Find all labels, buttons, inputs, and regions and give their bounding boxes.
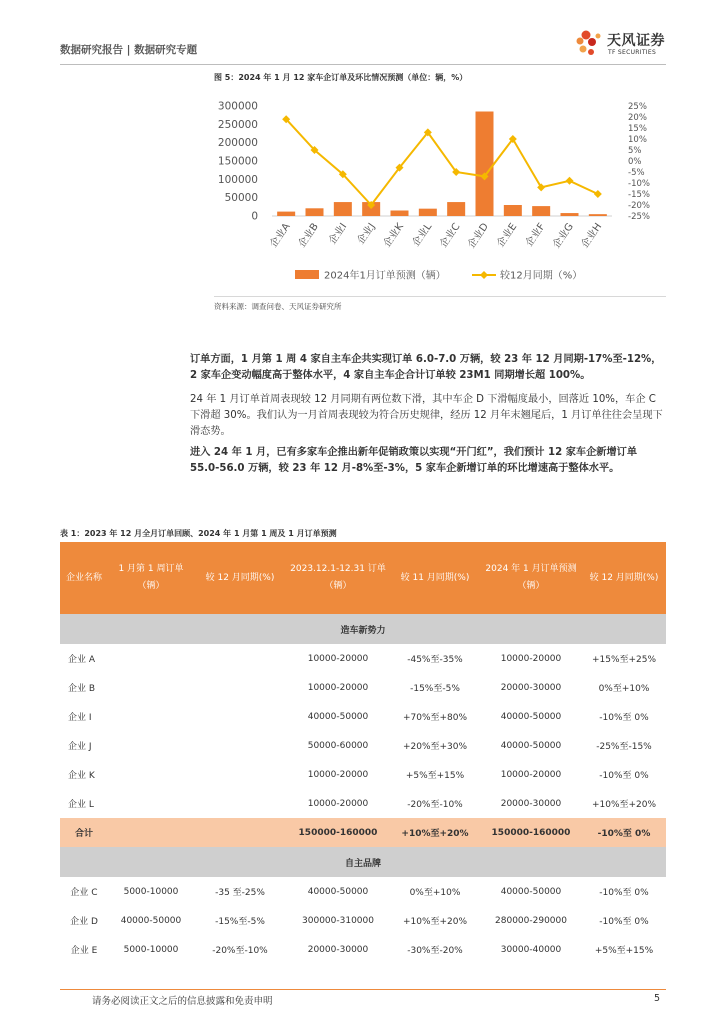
value-cell: 5000-10000 [123,886,179,897]
value-cell [108,760,194,789]
right-tick-label: -25% [628,212,650,222]
value-cell: 0%至+10% [409,888,461,898]
group-row-domestic-brands [60,847,666,877]
table-row [60,760,666,789]
value-cell: -10%至 0% [599,713,649,723]
figure-source: 资料来源：调查问卷、天风证券研究所 [214,302,342,311]
bar [476,112,494,217]
value-cell: -15%至-5% [215,917,265,927]
value-cell: +20%至+30% [402,742,468,752]
paragraph-first-week: 24 年 1 月订单首周表现较 12 月同期有两位数下滑，其中车企 D 下滑幅度最小，回落近 10%，车企 C 下滑超 30%。我们认为一月首周表现较为符合历史规律，经历 12 月年末翘尾后，1 月订单往往会呈现下滑态势。 [190,394,663,437]
category-label: 企业I [327,221,350,247]
group-label: 造车新势力 [60,614,666,644]
figure-divider [214,296,666,297]
value-cell: 10000-20000 [307,682,369,693]
value-cell [108,644,194,673]
value-cell: +5%至+15% [594,946,654,956]
line-point [566,177,574,185]
value-cell: -10%至 0% [599,888,649,898]
bar [561,213,579,216]
legend-line-label: 较12月同期（%） [500,270,583,282]
category-label: 企业H [579,221,605,251]
legend-line-marker [480,271,488,279]
category-label: 企业L [410,221,435,249]
category-label: 企业E [495,221,520,250]
value-cell: 5000-10000 [123,944,179,955]
value-cell: 10000-20000 [500,653,562,664]
header-dec-orders: 2023.12.1-12.31 订单（辆） [286,542,390,614]
bar [277,212,295,216]
table-row [60,673,666,702]
table-row [60,731,666,760]
group-row-new-forces [60,614,666,644]
legend-bar-label: 2024年1月订单预测（辆） [324,270,446,282]
left-tick-label: 50000 [224,192,258,205]
value-cell [194,644,286,673]
right-tick-label: -10% [628,179,650,189]
category-label: 企业J [355,221,378,247]
category-label: 企业B [296,221,321,250]
value-cell: 300000-310000 [302,915,374,926]
value-cell: -15%至-5% [410,684,460,694]
value-cell [194,818,286,847]
series-line [286,119,598,205]
header-week1-change: 较 12 月同期(%) [194,542,286,614]
category-label: 企业F [523,221,548,249]
line-point [594,190,602,198]
value-cell: -30%至-20% [407,946,463,956]
value-cell [108,731,194,760]
paragraph-january-forecast: 进入 24 年 1 月，已有多家车企推出新年促销政策以实现“开门红”，我们预计 12 家车企新增订单 55.0-56.0 万辆，较 23 年 12 月-8%至-3%，5 家车企新增订单的环比增速高于整体水平。 [190,447,638,474]
value-cell: -10%至 0% [599,771,649,781]
value-cell: +5%至+15% [405,771,465,781]
value-cell: 40000-50000 [307,886,369,897]
value-cell: -20%至-10% [212,946,268,956]
value-cell: 40000-50000 [500,886,562,897]
page-number: 5 [654,993,661,1004]
value-cell: +10%至+20% [591,800,657,810]
bar [334,202,352,216]
table-row [60,906,666,935]
value-cell: -10%至 0% [582,818,666,847]
value-cell: 10000-20000 [307,769,369,780]
category-label: 企业C [438,221,463,250]
value-cell [194,789,286,818]
value-cell: +10%至+20% [390,818,480,847]
total-row [60,818,666,847]
value-cell: 20000-30000 [500,798,562,809]
value-cell: 40000-50000 [307,711,369,722]
bar [504,205,522,216]
value-cell: +70%至+80% [402,713,468,723]
value-cell: +10%至+20% [402,917,468,927]
left-tick-label: 0 [251,210,258,223]
company-cell: 企业 C [70,888,98,898]
disclaimer-text: 请务必阅读正文之后的信息披露和免责申明 [92,996,273,1007]
value-cell: -20%至-10% [407,800,463,810]
value-cell: 40000-50000 [500,740,562,751]
value-cell [194,702,286,731]
company-cell: 企业 D [70,917,98,927]
company-cell: 企业 L [68,800,94,810]
value-cell [108,789,194,818]
bar [589,214,607,216]
value-cell [108,818,194,847]
right-tick-label: 20% [628,113,647,123]
table-header-row [60,542,666,614]
table-row [60,877,666,906]
value-cell: 10000-20000 [500,769,562,780]
left-tick-label: 100000 [217,173,258,186]
header-dec-change: 较 11 月同期(%) [390,542,480,614]
table-title: 表 1：2023 年 12 月全月订单回顾、2024 年 1 月第 1 周及 1 月订单预测 [60,529,337,538]
bar [532,206,550,216]
logo-subtext: TF SECURITIES [608,49,657,56]
table-row [60,644,666,673]
category-label: 企业D [466,221,491,251]
value-cell: +15%至+25% [591,655,657,665]
company-cell: 企业 A [68,655,96,665]
header-week1-orders: 1 月第 1 周订单（辆） [108,542,194,614]
value-cell: 40000-50000 [500,711,562,722]
header-company: 企业名称 [60,542,108,614]
value-cell: 40000-50000 [120,915,182,926]
table-row [60,789,666,818]
report-category: 数据研究报告 | 数据研究专题 [60,44,198,56]
company-cell: 企业 I [68,713,92,723]
orders-table [60,542,666,964]
value-cell: 150000-160000 [480,818,582,847]
table-row [60,702,666,731]
company-cell: 合计 [60,818,108,847]
category-label: 企业G [551,221,576,251]
bar [391,211,409,217]
value-cell: 10000-20000 [307,798,369,809]
left-tick-label: 250000 [217,118,258,131]
bar [306,208,324,216]
value-cell: -25%至-15% [596,742,652,752]
line-point [537,183,545,191]
paragraph-orders-summary: 订单方面，1 月第 1 周 4 家自主车企共实现订单 6.0-7.0 万辆，较 23 年 12 月同期-17%至-12%，2 家车企变动幅度高于整体水平，4 家自主车企合计订单较 23M1 同期增长超 100%。 [190,354,662,381]
left-tick-label: 150000 [217,155,258,168]
header-jan-forecast: 2024 年 1 月订单预测（辆） [480,542,582,614]
orders-combo-chart [200,92,670,292]
value-cell: -10%至 0% [599,917,649,927]
value-cell [194,760,286,789]
value-cell: 10000-20000 [307,653,369,664]
right-tick-label: 5% [628,146,642,156]
value-cell: 50000-60000 [307,740,369,751]
value-cell: -45%至-35% [407,655,463,665]
value-cell [194,731,286,760]
left-tick-label: 200000 [217,137,258,150]
right-tick-label: -20% [628,201,650,211]
group-label: 自主品牌 [60,847,666,877]
left-tick-label: 300000 [217,100,258,113]
right-tick-label: 10% [628,135,647,145]
company-cell: 企业 E [70,946,98,956]
value-cell: 30000-40000 [500,944,562,955]
right-tick-label: 0% [628,157,642,167]
logo-text: 天风证券 [607,33,665,49]
value-cell: 20000-30000 [307,944,369,955]
company-cell: 企业 J [68,742,92,752]
value-cell: 150000-160000 [286,818,390,847]
value-cell: -35 至-25% [215,888,265,898]
value-cell: 0%至+10% [598,684,650,694]
right-tick-label: 15% [628,124,647,134]
bar [447,202,465,216]
right-tick-label: -15% [628,190,650,200]
category-label: 企业A [268,221,293,250]
bar [419,209,437,216]
right-tick-label: 25% [628,102,647,112]
value-cell [194,673,286,702]
legend-bar-swatch [295,270,319,279]
header-jan-change: 较 12 月同期(%) [582,542,666,614]
table-row [60,935,666,964]
figure-title: 图 5：2024 年 1 月 12 家车企订单及环比情况预测（单位：辆，%） [214,73,468,82]
right-tick-label: -5% [628,168,645,178]
company-cell: 企业 K [68,771,95,781]
footer-divider [60,989,666,990]
header-divider [60,64,666,65]
value-cell: 280000-290000 [495,915,567,926]
value-cell [108,673,194,702]
company-cell: 企业 B [68,684,96,694]
value-cell: 20000-30000 [500,682,562,693]
value-cell [108,702,194,731]
category-label: 企业K [381,221,406,250]
